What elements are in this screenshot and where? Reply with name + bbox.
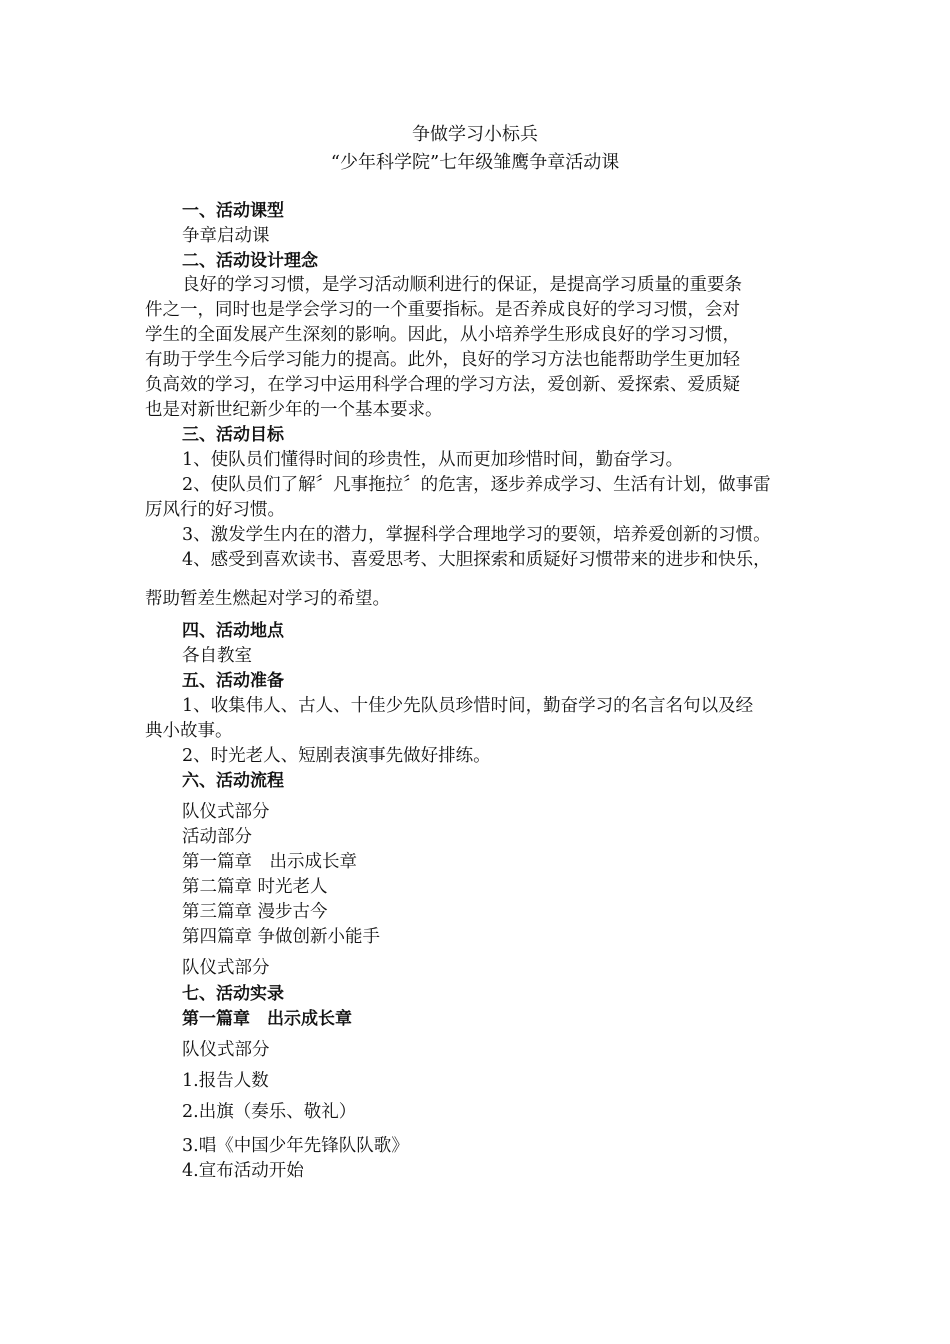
paragraph-line: 第三篇章 漫步古今 [182,902,328,922]
paragraph-line: 学生的全面发展产生深刻的影响。因此，从小培养学生形成良好的学习习惯， [145,325,740,345]
paragraph-line: 3.唱《中国少年先锋队队歌》 [182,1136,409,1156]
paragraph-line: 厉风行的好习惯。 [145,500,285,520]
paragraph-line: 2.出旗（奏乐、敬礼） [182,1102,357,1122]
paragraph-line: 1、收集伟人、古人、十佳少先队员珍惜时间，勤奋学习的名言名句以及经 [182,696,754,716]
paragraph-line: 1、使队员们懂得时间的珍贵性，从而更加珍惜时间，勤奋学习。 [182,450,684,470]
document-title: 争做学习小标兵 [412,124,538,145]
section-heading: 七、活动实录 [182,984,284,1004]
document-subtitle: “少年科学院”七年级雏鹰争章活动课 [330,152,620,173]
paragraph-line: 3、激发学生内在的潜力，掌握科学合理地学习的要领，培养爱创新的习惯。 [182,525,771,545]
paragraph-line: 2、时光老人、短剧表演事先做好排练。 [182,746,491,766]
paragraph-line: 争章启动课 [182,226,270,246]
paragraph-line: 队仪式部分 [182,958,270,978]
paragraph-line: 第四篇章 争做创新小能手 [182,927,381,947]
section-heading: 五、活动准备 [182,671,284,691]
paragraph-line: 2、使队员们了解〞凡事拖拉〞的危害，逐步养成学习、生活有计划，做事雷 [182,475,771,495]
paragraph-line: 良好的学习习惯，是学习活动顺利进行的保证，是提高学习质量的重要条 [182,275,742,295]
section-heading: 二、活动设计理念 [182,251,318,271]
paragraph-line: 队仪式部分 [182,1040,270,1060]
paragraph-line: 件之一，同时也是学会学习的一个重要指标。是否养成良好的学习习惯，会对 [145,300,740,320]
paragraph-line: 第二篇章 时光老人 [182,877,328,897]
section-heading: 三、活动目标 [182,425,284,445]
paragraph-line: 第一篇章 出示成长章 [182,852,357,872]
chapter-heading: 第一篇章 出示成长章 [182,1009,352,1029]
paragraph-line: 1.报告人数 [182,1071,269,1091]
paragraph-line: 各自教室 [182,646,252,666]
paragraph-line: 4.宣布活动开始 [182,1161,304,1181]
paragraph-line: 活动部分 [182,827,252,847]
paragraph-line: 也是对新世纪新少年的一个基本要求。 [145,400,443,420]
paragraph-line: 有助于学生今后学习能力的提高。此外，良好的学习方法也能帮助学生更加轻 [145,350,740,370]
paragraph-line: 队仪式部分 [182,802,270,822]
section-heading: 一、活动课型 [182,201,284,221]
section-heading: 四、活动地点 [182,621,284,641]
paragraph-line: 典小故事。 [145,721,233,741]
paragraph-line: 4、感受到喜欢读书、喜爱思考、大胆探索和质疑好习惯带来的进步和快乐， [182,550,771,570]
paragraph-line: 帮助暂差生燃起对学习的希望。 [145,589,390,609]
paragraph-line: 负高效的学习，在学习中运用科学合理的学习方法，爱创新、爱探索、爱质疑 [145,375,740,395]
section-heading: 六、活动流程 [182,771,284,791]
